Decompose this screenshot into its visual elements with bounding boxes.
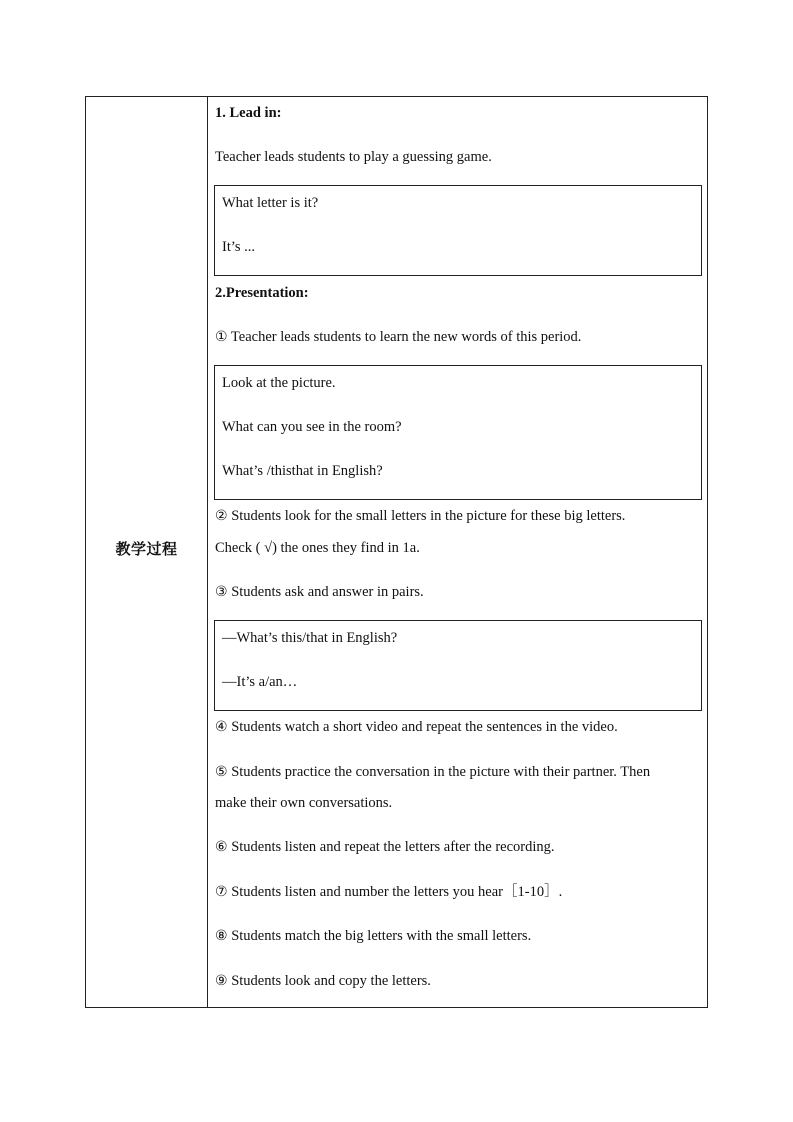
- step-2: [215, 507, 625, 525]
- step-8: [215, 927, 531, 945]
- step-marker: ①: [215, 329, 228, 345]
- lead-in-heading: 1. Lead in:: [215, 105, 282, 121]
- guessing-game-box: [214, 185, 702, 276]
- step-marker: ⑦: [215, 884, 228, 900]
- presentation-heading: 2.Presentation:: [215, 285, 309, 301]
- step-4: [215, 718, 618, 736]
- lead-in-intro: Teacher leads students to play a guessing game.: [215, 149, 492, 165]
- step-text: Students look for the small letters in the picture for these big letters.: [227, 508, 626, 524]
- step-marker: ⑥: [215, 839, 228, 855]
- box-line: Look at the picture.: [222, 375, 336, 391]
- box-line: It’s ...: [222, 239, 256, 255]
- teaching-process-label: 教学过程: [115, 540, 178, 558]
- step-2-continued: Check ( √) the ones they find in 1a.: [215, 540, 420, 556]
- step-7: [215, 883, 562, 901]
- step-text: Students match the big letters with the small letters.: [227, 928, 532, 944]
- box-line: What’s /thisthat in English?: [222, 463, 383, 479]
- box-line: What can you see in the room?: [222, 419, 402, 435]
- box-line: —It’s a/an…: [222, 674, 298, 690]
- step-6: [215, 838, 555, 856]
- step-9: [215, 972, 431, 990]
- step-text: Students ask and answer in pairs.: [227, 584, 424, 600]
- dialogue-box: [214, 620, 702, 711]
- step-text: Students practice the conversation in the picture with their partner. Then: [227, 764, 651, 780]
- step-5: [215, 763, 650, 781]
- box-line: —What’s this/that in English?: [222, 630, 398, 646]
- label-column: [86, 97, 208, 1007]
- step-text: Students listen and repeat the letters after the recording.: [227, 839, 555, 855]
- step-marker: ⑤: [215, 764, 228, 780]
- new-words-box: [214, 365, 702, 500]
- step-text: Students listen and number the letters you hear［1-10］.: [227, 884, 563, 900]
- step-1: [215, 328, 581, 346]
- step-text: Teacher leads students to learn the new words of this period.: [227, 329, 582, 345]
- box-line: What letter is it?: [222, 195, 319, 211]
- step-marker: ⑧: [215, 928, 228, 944]
- step-marker: ②: [215, 508, 228, 524]
- step-text: Students watch a short video and repeat the sentences in the video.: [227, 719, 618, 735]
- step-marker: ⑨: [215, 973, 228, 989]
- step-3: [215, 583, 424, 601]
- step-marker: ③: [215, 584, 228, 600]
- step-marker: ④: [215, 719, 228, 735]
- step-text: Students look and copy the letters.: [227, 973, 431, 989]
- step-5-continued: make their own conversations.: [215, 795, 393, 811]
